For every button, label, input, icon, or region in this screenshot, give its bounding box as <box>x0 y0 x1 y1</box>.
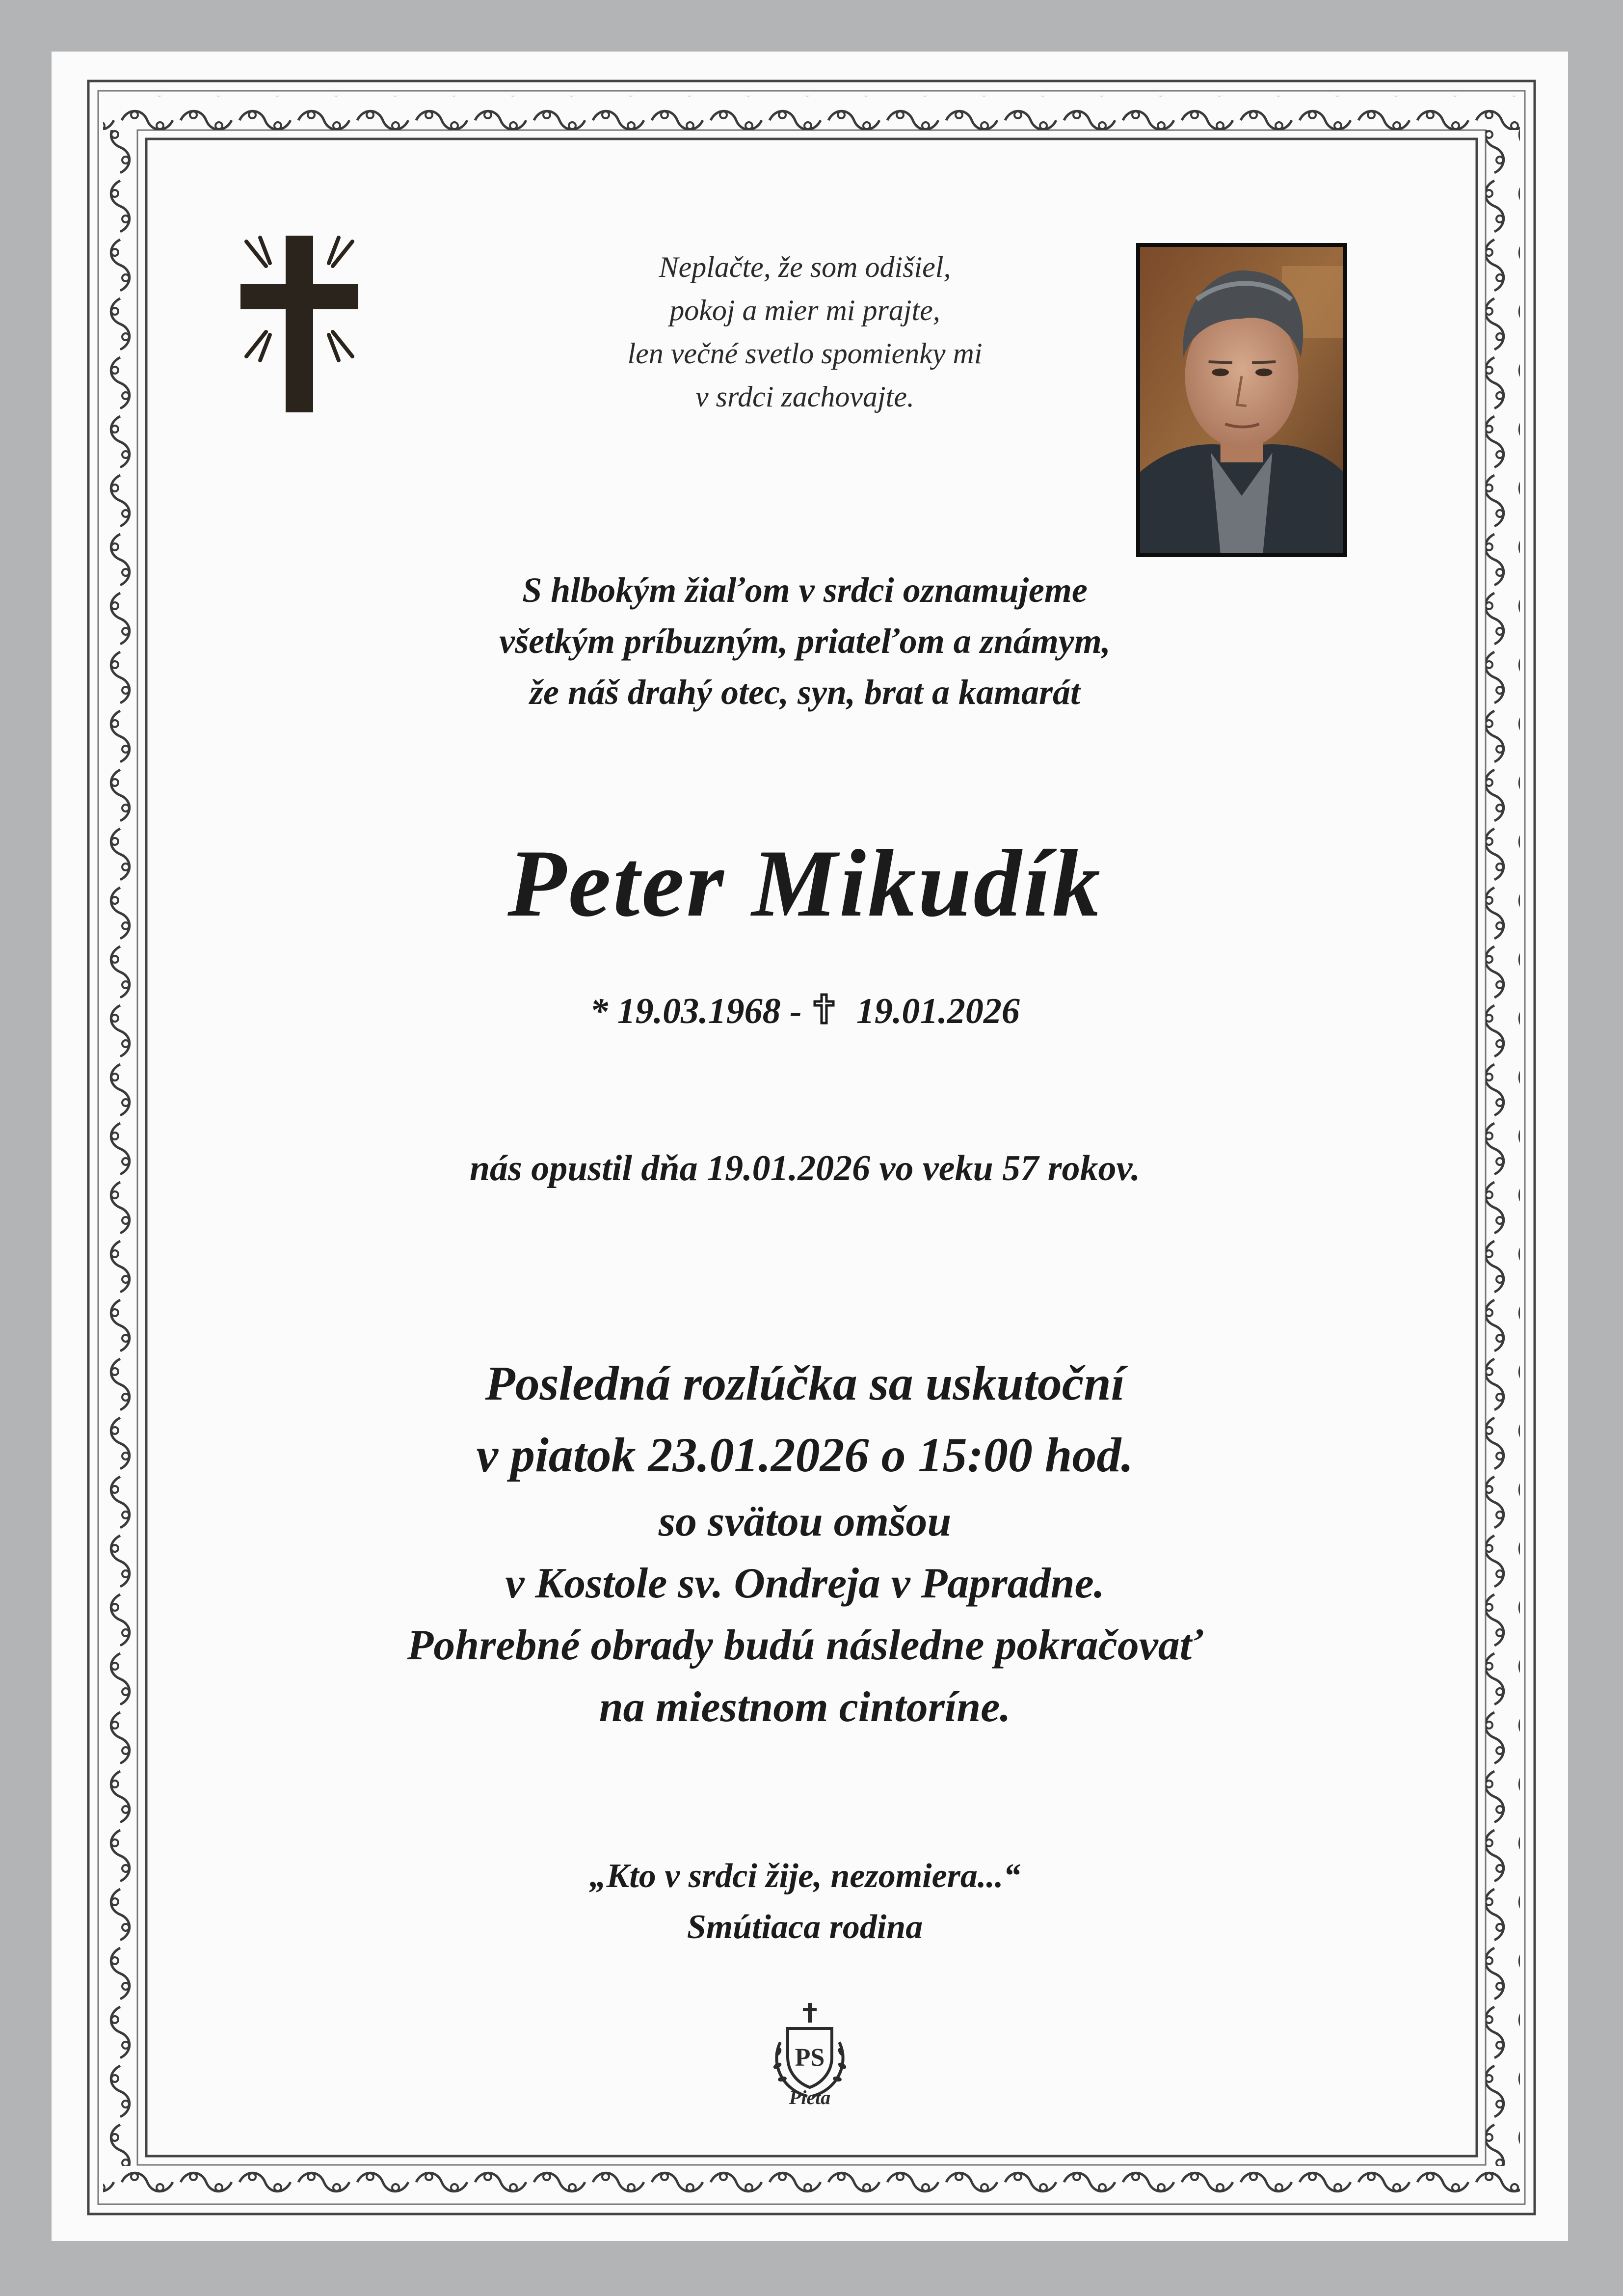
intro-line: S hlbokým žiaľom v srdci oznamujeme <box>522 570 1088 610</box>
deceased-name: Peter Mikudík <box>507 830 1102 937</box>
funeral-details <box>265 1348 1345 1738</box>
life-dates <box>314 987 1296 1036</box>
verse-line: Neplačte, že som odišiel, <box>659 251 951 283</box>
logo-label: Pieta <box>789 2086 831 2108</box>
funeral-line: na miestnom cintoríne. <box>599 1683 1011 1731</box>
logo-monogram: PS <box>795 2044 825 2072</box>
verse-line: pokoj a mier mi prajte, <box>669 294 940 326</box>
intro-line: že náš drahý otec, syn, brat a kamarát <box>529 673 1081 712</box>
closing-quote: „Kto v srdci žije, nezomiera...“ <box>589 1857 1021 1895</box>
verse-line: len večné svetlo spomienky mi <box>627 337 983 370</box>
memorial-verse <box>515 245 1094 418</box>
deceased-portrait <box>1136 243 1347 557</box>
funeral-location: v Kostole sv. Ondreja v Papradne. <box>505 1560 1105 1607</box>
intro-line: všetkým príbuzným, priateľom a známym, <box>499 621 1111 661</box>
announcement-intro <box>314 565 1296 718</box>
funeral-date-time: v piatok 23.01.2026 o 15:00 hod. <box>476 1428 1134 1482</box>
funeral-line: Pohrebné obrady budú následne pokračovať <box>407 1621 1203 1669</box>
family-signature: Smútiaca rodina <box>687 1908 923 1946</box>
birth-date: * 19.03.1968 - <box>590 991 802 1031</box>
death-date: 19.01.2026 <box>856 991 1020 1031</box>
funeral-line: so svätou omšou <box>658 1498 952 1545</box>
radiant-cross-icon <box>236 231 363 417</box>
funeral-line: Posledná rozlúčka sa uskutoční <box>485 1356 1125 1410</box>
verse-line: v srdci zachovajte. <box>695 380 914 413</box>
cross-icon <box>813 993 835 1025</box>
passing-statement: nás opustil dňa 19.01.2026 vo veku 57 rokov. <box>469 1148 1141 1189</box>
closing-section <box>314 1851 1296 1953</box>
